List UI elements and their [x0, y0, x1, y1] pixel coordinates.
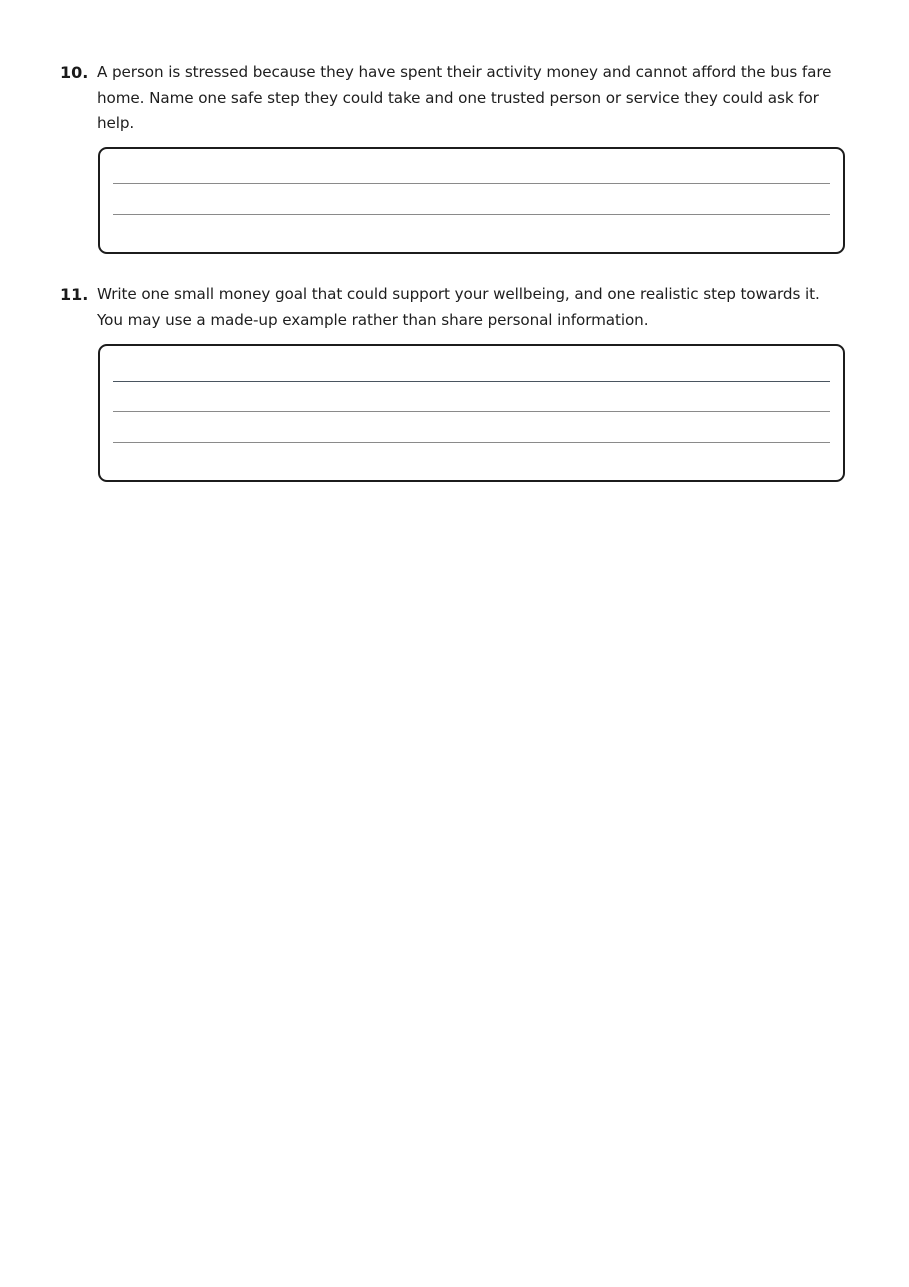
- answer-box-question-10[interactable]: [98, 147, 845, 254]
- question-11-row: [60, 282, 850, 333]
- answer-box-question-11[interactable]: [98, 344, 845, 482]
- answer-line: [113, 442, 830, 443]
- question-11: [60, 282, 850, 333]
- answer-line: [113, 381, 830, 382]
- answer-line: [113, 411, 830, 412]
- question-10: [60, 60, 850, 137]
- question-number: 11.: [60, 285, 89, 304]
- question-text: A person is stressed because they have spent their activity money and cannot afford the bus fare home. Name one safe step they could take and one trusted person or service they could ask for help.: [97, 63, 832, 132]
- question-10-row: [60, 60, 850, 137]
- question-number: 10.: [60, 63, 89, 82]
- answer-line: [113, 183, 830, 184]
- answer-line: [113, 214, 830, 215]
- question-text: Write one small money goal that could support your wellbeing, and one realistic step towards it. You may use a made-up example rather than share personal information.: [97, 285, 820, 329]
